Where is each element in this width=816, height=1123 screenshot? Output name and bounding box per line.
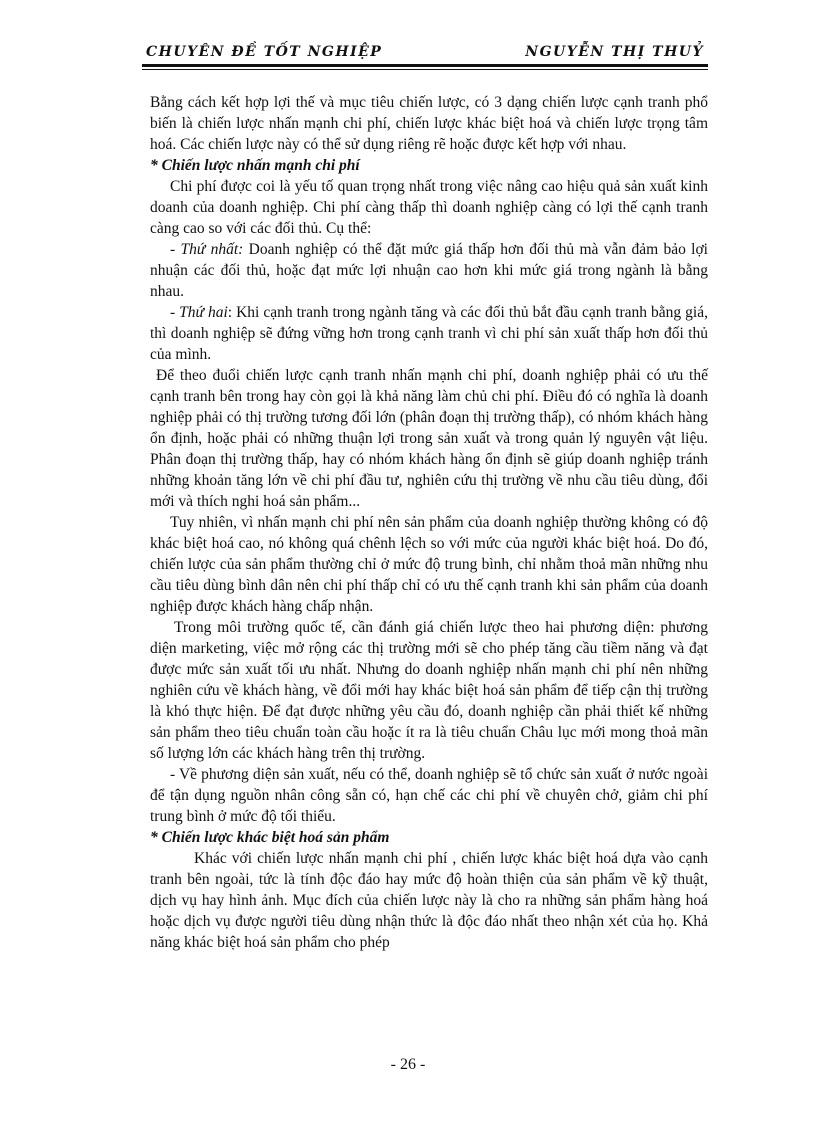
header-title-left: CHUYÊN ĐỀ TỐT NGHIỆP [146,44,383,60]
paragraph: Để theo đuổi chiến lược cạnh tranh nhấn mạnh chi phí, doanh nghiệp phải có ưu thế cạnh tranh bên trong hay còn gọi là khả năng làm chủ chi phí. Điều đó có nghĩa là doanh nghiệp phải có thị trường tương đối lớn (phân đoạn thị trường thấp), có nhóm khách hàng ổn định, hoặc phải có những thuận lợi trong sản xuất và trong quản lý nguyên vật liệu. Phân đoạn thị trường thấp, hay có nhóm khách hàng ổn định sẽ giúp doanh nghiệp tránh những khoản tăng lớn về chi phí đầu tư, nghiên cứu thị trường về nhu cầu tiêu dùng, đổi mới và thích nghi hoá sản phẩm... [150,367,708,510]
paragraph: Chi phí được coi là yếu tố quan trọng nhất trong việc nâng cao hiệu quả sản xuất kinh doanh của doanh nghiệp. Chi phí càng thấp thì doanh nghiệp càng có lợi thế cạnh tranh càng cao so với các đối thủ. Cụ thể: [150,178,708,237]
page-number: - 26 - [390,1056,426,1073]
paragraph-first-point [150,239,708,302]
section-heading-differentiation: * Chiến lược khác biệt hoá sản phẩm [150,829,390,846]
paragraph-second-point [150,302,708,365]
first-point-label: - Thứ nhất: [170,241,244,258]
paragraph: Bằng cách kết hợp lợi thế và mục tiêu chiến lược, có 3 dạng chiến lược cạnh tranh phổ biến là chiến lược nhấn mạnh chi phí, chiến lược khác biệt hoá và chiến lược trọng tâm hoá. Các chiến lược này có thể sử dụng riêng rẽ hoặc được kết hợp với nhau. [150,94,708,153]
paragraph: - Về phương diện sản xuất, nếu có thể, doanh nghiệp sẽ tổ chức sản xuất ở nước ngoài để tận dụng nguồn nhân công sẵn có, hạn chế các chi phí về chuyên chở, giảm chi phí trung bình ở mức độ tối thiểu. [150,766,708,825]
header-author-right: NGUYỄN THỊ THUỶ [525,44,704,60]
section-heading-cost: * Chiến lược nhấn mạnh chi phí [150,157,360,174]
paragraph: Tuy nhiên, vì nhấn mạnh chi phí nên sản phẩm của doanh nghiệp thường không có độ khác biệt hoá cao, nó không quá chênh lệch so với mức của người khác biệt hoá. Do đó, chiến lược của sản phẩm thường chỉ ở mức độ trung bình, chỉ nhằm thoả mãn những nhu cầu tiêu dùng bình dân nên chi phí thấp chỉ có ưu thế cạnh tranh khi sản phẩm của doanh nghiệp được khách hàng chấp nhận. [150,514,708,615]
first-point-text: Doanh nghiệp có thể đặt mức giá thấp hơn đối thủ mà vẫn đảm bảo lợi nhuận các đối thủ, hoặc đạt mức lợi nhuận cao hơn khi mức giá trong ngành là bằng nhau. [150,241,708,300]
document-body [150,92,708,953]
page-header [142,42,708,72]
header-rule-thick [142,64,708,67]
second-point-label: - Thứ hai [170,304,228,321]
paragraph: Khác với chiến lược nhấn mạnh chi phí , chiến lược khác biệt hoá dựa vào cạnh tranh bên ngoài, tức là tính độc đáo hay mức độ hoàn thiện của sản phẩm về kỹ thuật, dịch vụ hay hình ảnh. Mục đích của chiến lược này là cho ra những sản phẩm hàng hoá hoặc dịch vụ được người tiêu dùng nhận thức là độc đáo nhất theo nhận xét của họ. Khả năng khác biệt hoá sản phẩm cho phép [150,850,708,951]
header-rule-thin [142,69,708,70]
second-point-text: : Khi cạnh tranh trong ngành tăng và các đối thủ bắt đầu cạnh tranh bằng giá, thì doanh nghiệp sẽ đứng vững hơn trong cạnh tranh vì chi phí sản xuất thấp hơn đối thủ của mình. [150,304,708,363]
paragraph: Trong môi trường quốc tế, cần đánh giá chiến lược theo hai phương diện: phương diện marketing, việc mở rộng các thị trường mới sẽ cho phép tăng cầu tiềm năng và đạt được mức sản xuất tối ưu nhất. Nhưng do doanh nghiệp nhấn mạnh chi phí nên những nghiên cứu về khách hàng, về đổi mới hay khác biệt hoá sản phẩm để tiếp cận thị trường là khó thực hiện. Để đạt được những yêu cầu đó, doanh nghiệp cần phải thiết kế những sản phẩm theo tiêu chuẩn toàn cầu hoặc ít ra là tiêu chuẩn Châu lục mới mong thoả mãn số lượng lớn các khách hàng trên thị trường. [150,619,708,762]
